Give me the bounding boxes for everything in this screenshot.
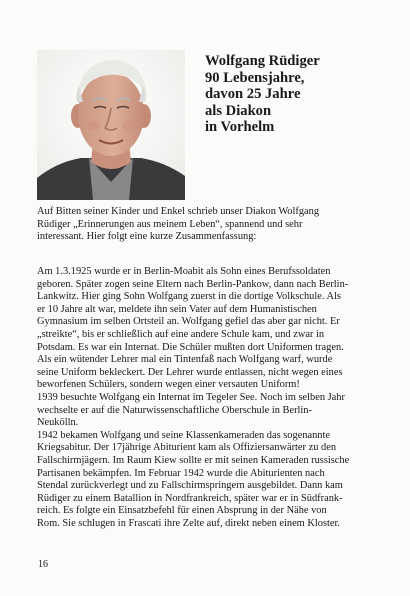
body-line: 1939 besuchte Wolfgang ein Internat im Tegeler See. Noch im selben Jahr [37, 391, 345, 403]
body-line: Stendal zurückverlegt und zu Fallschirmspringern ausgebildet. Dann kam [37, 480, 343, 492]
body-text [37, 266, 385, 530]
intro-paragraph [37, 206, 373, 244]
body-line: Neukölln. [37, 417, 79, 429]
body-line: Kriegsabitur. Der 17jährige Abiturient kam als Offiziersanwärter zu den [37, 442, 337, 454]
portrait-icon [37, 50, 185, 200]
body-line: Am 1.3.1925 wurde er in Berlin-Moabit als Sohn eines Berufssoldaten [37, 266, 331, 277]
title-line: Wolfgang Rüdiger [205, 53, 320, 69]
article-title [205, 53, 395, 136]
body-line: Partisanen bekämpfen. Im Februar 1942 wurde die Abiturienten nach [37, 467, 325, 479]
body-line: seine Uniform bekleckert. Der Lehrer wurde entlassen, nicht wegen eines [37, 366, 343, 378]
body-line: er 10 Jahre alt war, meldete ihn sein Vater auf dem Humanistischen [37, 303, 317, 315]
body-line: „streikte“, bis er schließlich auf eine andere Schule kam, und zwar in [37, 328, 325, 340]
body-line: Rom. Sie schlugen in Frascati ihre Zelte auf, direkt neben einem Kloster. [37, 517, 340, 529]
body-line: Fallschirmjägern. Im Raum Kiew sollte er mit seinen Kameraden russische [37, 454, 350, 466]
body-line: Als ein wütender Lehrer mal ein Tintenfaß nach Wolfgang warf, wurde [37, 354, 333, 366]
body-line: Potsdam. Es war ein Internat. Die Schüler mußten dort Uniformen tragen. [37, 341, 344, 353]
body-line: Gymnasium im selben Ortsteil an. Wolfgang gefiel das aber gar nicht. Er [37, 316, 340, 328]
title-line: 90 Lebensjahre, [205, 69, 305, 86]
title-line: davon 25 Jahre [205, 86, 301, 103]
body-line: geboren. Später zogen seine Eltern nach Berlin-Pankow, dann nach Berlin- [37, 278, 349, 290]
page-number: 16 [38, 559, 48, 570]
intro-line: Rüdiger „Erinnerungen aus meinem Leben“, spannend und sehr [37, 218, 303, 230]
title-line: als Diakon [205, 102, 272, 119]
portrait-photo [37, 50, 185, 200]
body-line: beworfenen Schülers, sondern wegen einer versauten Uniform! [37, 379, 300, 391]
body-line: Rüdiger zu einem Batallion in Nordfrankreich, später war er in Südfrank- [37, 492, 343, 504]
intro-line: interessant. Hier folgt eine kurze Zusammenfassung: [37, 231, 257, 243]
title-line: in Vorhelm [205, 119, 275, 136]
body-line: wechselte er auf die Naturwissenschaftliche Oberschule in Berlin- [37, 404, 312, 416]
body-line: Lankwitz. Hier ging Sohn Wolfgang zuerst in die dortige Volkschule. Als [37, 291, 341, 303]
body-line: 1942 bekamen Wolfgang und seine Klassenkameraden das sogenannte [37, 429, 330, 441]
intro-line: Auf Bitten seiner Kinder und Enkel schrieb unser Diakon Wolfgang [37, 206, 320, 217]
body-line: reich. Es folgte ein Einsatzbefehl für einen Absprung in der Nähe von [37, 505, 327, 517]
